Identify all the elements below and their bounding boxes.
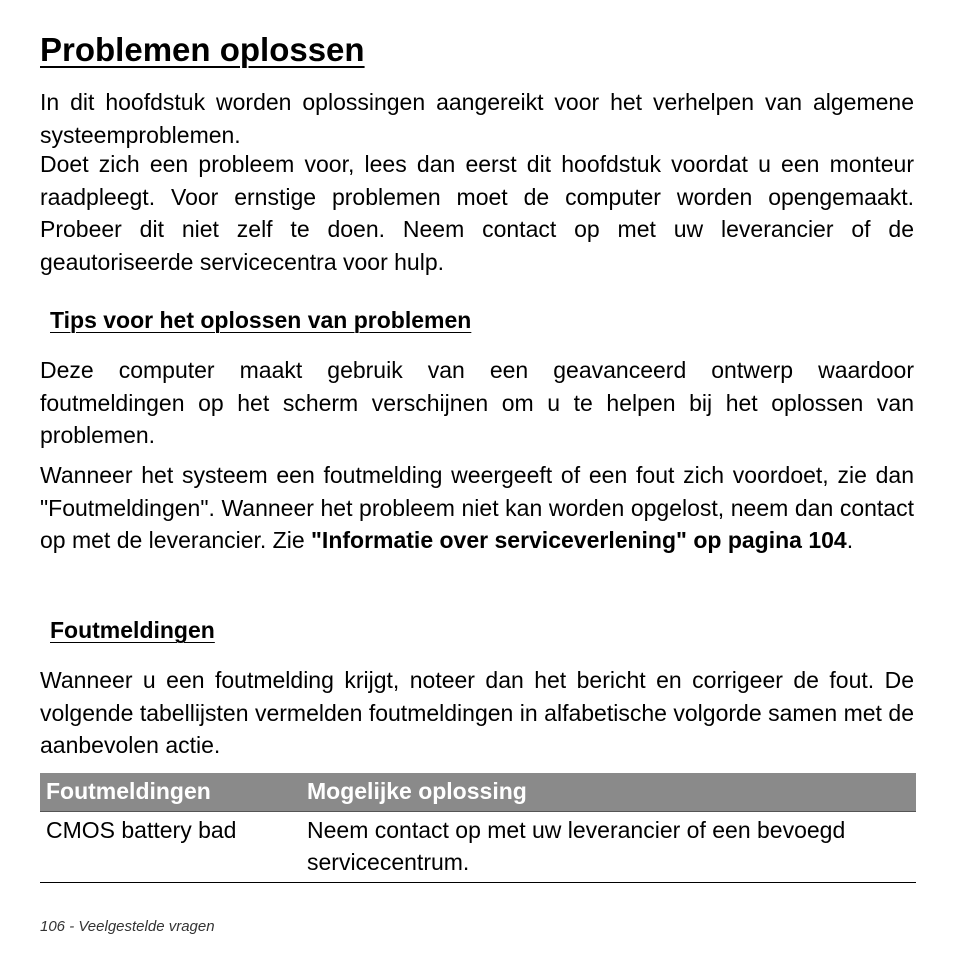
intro-paragraph-1: In dit hoofdstuk worden oplossingen aangereikt voor het verhelpen van algemene systeemproblemen. <box>40 89 914 148</box>
table-cell-solution: Neem contact op met uw leverancier of een bevoegd servicecentrum. <box>307 817 846 875</box>
tips-paragraph-1: Deze computer maakt gebruik van een geavanceerd ontwerp waardoor foutmeldingen op het scherm verschijnen om u te helpen bij het oplossen van problemen. <box>40 357 914 448</box>
column-header-foutmeldingen: Foutmeldingen <box>46 778 211 804</box>
page-title: Problemen oplossen <box>40 31 365 68</box>
foutmeldingen-paragraph: Wanneer u een foutmelding krijgt, noteer dan het bericht en corrigeer de fout. De volgende tabellijsten vermelden foutmeldingen in alfabetische volgorde samen met de aanbevolen actie. <box>40 667 914 758</box>
tips-paragraph-2 <box>40 459 914 557</box>
tips-paragraph-2-text: Wanneer het systeem een foutmelding weergeeft of een fout zich voordoet, zie dan "Foutmeldingen". Wanneer het probleem niet kan worden opgelost, neem dan contact op met de leverancier. Zie <box>40 462 914 553</box>
intro-paragraph-2: Doet zich een probleem voor, lees dan eerst dit hoofdstuk voordat u een monteur raadpleegt. Voor ernstige problemen moet de computer worden opengemaakt. Probeer dit niet zelf te doen. Neem contact op met uw leverancier of de geautoriseerde servicecentra voor hulp. <box>40 151 914 275</box>
page-footer: 106 - Veelgestelde vragen <box>40 918 215 935</box>
table-row <box>40 812 916 883</box>
tips-paragraph-2-end: . <box>846 527 854 553</box>
column-header-oplossing: Mogelijke oplossing <box>307 778 527 804</box>
error-messages-table <box>40 773 916 883</box>
section-heading-tips: Tips voor het oplossen van problemen <box>50 307 472 333</box>
table-header <box>40 773 916 812</box>
section-heading-foutmeldingen: Foutmeldingen <box>50 617 215 643</box>
service-info-reference-link[interactable]: "Informatie over serviceverlening" op pagina 104 <box>311 527 847 553</box>
table-cell-error: CMOS battery bad <box>46 817 237 843</box>
